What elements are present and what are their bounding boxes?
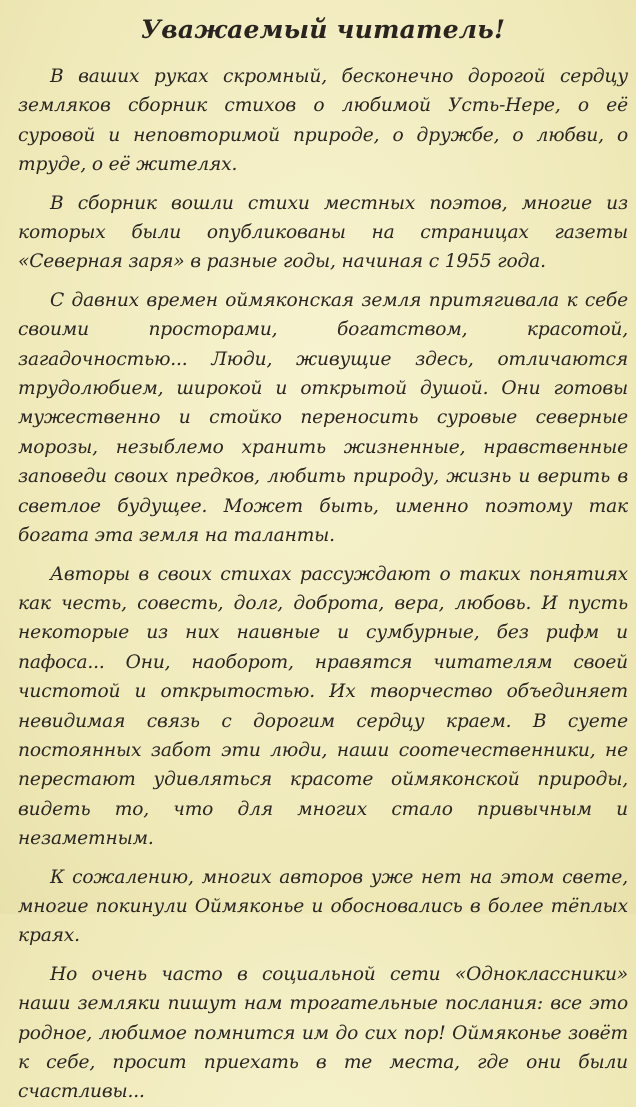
paragraph-5: К сожалению, многих авторов уже нет на этом свете, многие покинули Оймяконье и обосновались в более тёплых краях. [18, 866, 628, 947]
paragraph-1: В ваших руках скромный, бесконечно дорогой сердцу земляков сборник стихов о любимой Усть-Нере, о её суровой и неповторимой природе, о дружбе, о любви, о труде, о её жителях. [18, 66, 628, 176]
paragraph-4: Авторы в своих стихах рассуждают о таких понятиях как честь, совесть, долг, доброта, вера, любовь. И пусть некоторые из них наивные и сумбурные, без рифм и пафоса... Они, наоборот, нравятся читателям своей чистотой и открытостью. Их творчество объединяет невидимая связь с дорогим сердцу краем. В суете постоянных забот эти люди, наши соотечественники, не перестают удивляться красоте оймяконской природы, видеть то, что для многих стало привычным и незаметным. [18, 563, 628, 850]
page-title: Уважаемый читатель! [140, 15, 506, 44]
paragraph-2: В сборник вошли стихи местных поэтов, многие из которых были опубликованы на страницах газеты «Северная заря» в разные годы, начиная с 1955 года. [18, 192, 628, 273]
paragraph-6: Но очень часто в социальной сети «Одноклассники» наши земляки пишут нам трогательные послания: все это родное, любимое помнится им до сих пор! Оймяконье зовёт к себе, просит приехать в те места, где они были счастливы... [18, 963, 628, 1103]
paragraph-3: С давних времен оймяконская земля притягивала к себе своими просторами, богатством, красотой, загадочностью... Люди, живущие здесь, отличаются трудолюбием, широкой и открытой душой. Они готовы мужественно и стойко переносить суровые северные морозы, незыблемо хранить жизненные, нравственные заповеди своих предков, любить природу, жизнь и верить в светлое будущее. Может быть, именно поэтому так богата эта земля на таланты. [18, 289, 628, 547]
